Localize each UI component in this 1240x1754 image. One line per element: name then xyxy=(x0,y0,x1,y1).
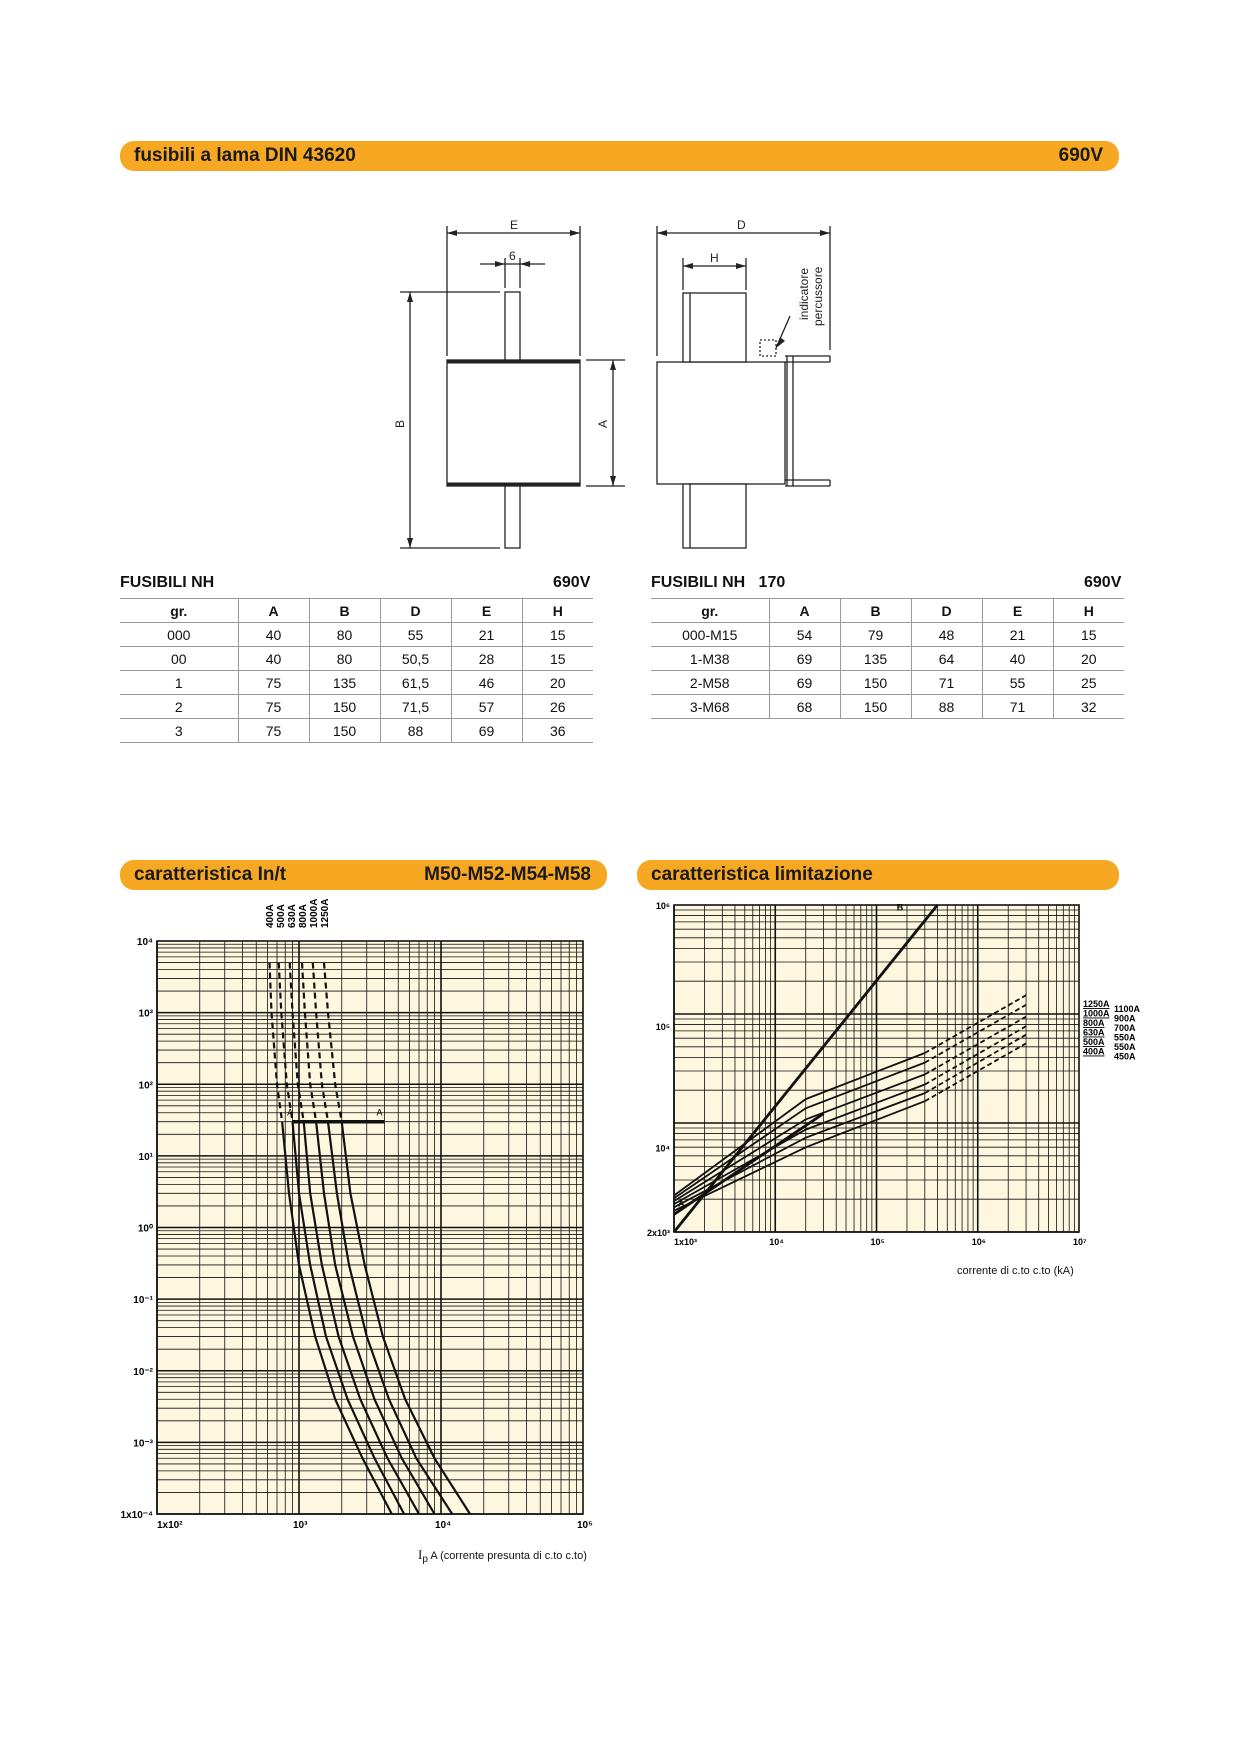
chart2-y-tick: 10⁵ xyxy=(655,1022,670,1033)
chart2-label-A: A xyxy=(678,1198,685,1209)
chart1-x-tick: 10³ xyxy=(293,1520,308,1531)
chart2-label-B: B xyxy=(896,902,904,913)
chart1-y-tick: 10⁻² xyxy=(133,1366,153,1378)
table-cell: 55 xyxy=(380,623,451,647)
table-cell: 2 xyxy=(120,695,238,719)
table-cell: 150 xyxy=(309,719,380,743)
table-cell: 71,5 xyxy=(380,695,451,719)
chart2-series-label: 1250A xyxy=(1083,999,1110,1009)
label-A: A xyxy=(596,419,610,428)
chart2-y-tick: 10⁴ xyxy=(655,1143,670,1154)
chart1-xlabel xyxy=(418,1547,587,1565)
table-cell: 75 xyxy=(238,671,309,695)
table-cell: 69 xyxy=(769,671,840,695)
table2-header: H xyxy=(1053,599,1124,623)
table-cell: 40 xyxy=(238,647,309,671)
chart2-peak-label: 550A xyxy=(1114,1032,1136,1043)
chart1-x-tick: 10⁴ xyxy=(435,1520,452,1531)
chart2-x-tick: 10⁷ xyxy=(1073,1237,1087,1247)
table-cell: 150 xyxy=(840,671,911,695)
table-cell: 3-M68 xyxy=(651,695,769,719)
chart1-series-label: 630A xyxy=(287,904,298,928)
label-indicatore: indicatore xyxy=(797,267,811,320)
table-cell: 25 xyxy=(1053,671,1124,695)
table-cell: 50,5 xyxy=(380,647,451,671)
header-title: fusibili a lama DIN 43620 xyxy=(134,145,356,166)
chart2-peak-label: 550A xyxy=(1114,1042,1136,1052)
label-percussore: percussore xyxy=(811,266,825,326)
table-cell: 46 xyxy=(451,671,522,695)
header-voltage: 690V xyxy=(1058,145,1103,166)
table-cell: 36 xyxy=(522,719,593,743)
table-cell: 20 xyxy=(1053,647,1124,671)
table1-header: H xyxy=(522,599,593,623)
chart1-xlabel-sub: p xyxy=(422,1554,428,1566)
section1-title: caratteristica In/t xyxy=(134,864,287,885)
chart1-x-tick: 10⁵ xyxy=(577,1520,593,1531)
table-cell: 150 xyxy=(840,695,911,719)
section1-models: M50-M52-M54-M58 xyxy=(424,864,591,885)
chart1-series-label: 400A xyxy=(265,904,276,928)
table-cell: 88 xyxy=(911,695,982,719)
chart2-series-label: 1000A xyxy=(1083,1008,1110,1019)
table-cell: 61,5 xyxy=(380,671,451,695)
section2-title: caratteristica limitazione xyxy=(651,864,873,885)
table-cell: 3 xyxy=(120,719,238,743)
table-cell: 68 xyxy=(769,695,840,719)
table-cell: 57 xyxy=(451,695,522,719)
chart2-x-tick: 10⁴ xyxy=(769,1237,784,1247)
chart1-xlabel-text: A (corrente presunta di c.to c.to) xyxy=(430,1550,587,1562)
chart2-peak-label: 900A xyxy=(1114,1013,1136,1024)
table2-header: A xyxy=(769,599,840,623)
table-cell: 80 xyxy=(309,647,380,671)
table-cell: 69 xyxy=(451,719,522,743)
table-cell: 150 xyxy=(309,695,380,719)
chart1-y-tick: 10² xyxy=(138,1080,153,1092)
table-cell: 135 xyxy=(840,647,911,671)
table2-header: E xyxy=(982,599,1053,623)
table2-header: D xyxy=(911,599,982,623)
table-cell: 80 xyxy=(309,623,380,647)
chart1-y-tick: 10³ xyxy=(138,1008,153,1020)
table-cell: 79 xyxy=(840,623,911,647)
table-cell: 20 xyxy=(522,671,593,695)
chart2-y-tick: 2x10³ xyxy=(646,1228,670,1238)
table2-voltage: 690V xyxy=(1084,574,1122,591)
table1-title-text: FUSIBILI NH xyxy=(120,574,215,591)
table-cell: 88 xyxy=(380,719,451,743)
chart1-series-label: 800A xyxy=(298,904,309,928)
table-cell: 2-M58 xyxy=(651,671,769,695)
table-cell: 71 xyxy=(911,671,982,695)
chart2-series-label: 400A xyxy=(1083,1046,1105,1057)
table1-header: D xyxy=(380,599,451,623)
table-cell: 1-M38 xyxy=(651,647,769,671)
table1-header: B xyxy=(309,599,380,623)
table2-title: FUSIBILI NH 170 xyxy=(651,574,786,591)
table1-header: A xyxy=(238,599,309,623)
chart2-xlabel: corrente di c.to c.to (kA) xyxy=(957,1265,1074,1277)
chart2-x-tick: 10⁵ xyxy=(870,1237,885,1247)
chart2-series-label: 500A xyxy=(1083,1037,1105,1047)
label-E: E xyxy=(510,218,519,232)
table2-header: gr. xyxy=(651,599,769,623)
table-cell: 000 xyxy=(120,623,238,647)
label-B: B xyxy=(393,419,407,428)
chart1-y-tick: 1x10⁻⁴ xyxy=(120,1510,153,1521)
chart2-x-tick: 10⁶ xyxy=(971,1237,986,1247)
chart2-series-label: 800A xyxy=(1083,1018,1105,1028)
chart1-series-label: 1250A xyxy=(320,898,331,928)
table-cell: 75 xyxy=(238,695,309,719)
table-cell: 21 xyxy=(451,623,522,647)
chart2-series-label: 630A xyxy=(1083,1027,1105,1038)
table1-header: gr. xyxy=(120,599,238,623)
label-6: 6 xyxy=(509,249,516,263)
chart1-y-tick: 10⁰ xyxy=(137,1223,153,1235)
chart1-series-label: 1000A xyxy=(309,898,320,928)
table-cell: 75 xyxy=(238,719,309,743)
table-cell: 69 xyxy=(769,647,840,671)
chart1-y-tick: 10⁻¹ xyxy=(133,1295,153,1307)
table-cell: 28 xyxy=(451,647,522,671)
chart1-marker-label-left: A xyxy=(287,1107,294,1118)
chart1-x-tick: 1x10² xyxy=(157,1520,183,1531)
chart2-x-tick: 1x10³ xyxy=(674,1237,698,1247)
table-cell: 15 xyxy=(522,623,593,647)
table-cell: 71 xyxy=(982,695,1053,719)
table-cell: 000-M15 xyxy=(651,623,769,647)
table-cell: 15 xyxy=(1053,623,1124,647)
table-cell: 40 xyxy=(982,647,1053,671)
table-cell: 135 xyxy=(309,671,380,695)
table-cell: 54 xyxy=(769,623,840,647)
table1-header: E xyxy=(451,599,522,623)
table1-voltage: 690V xyxy=(553,574,591,591)
table-cell: 1 xyxy=(120,671,238,695)
label-H: H xyxy=(710,251,719,265)
chart2-y-tick: 10⁶ xyxy=(655,901,670,911)
table2-header: B xyxy=(840,599,911,623)
table-cell: 32 xyxy=(1053,695,1124,719)
chart2-peak-label: 450A xyxy=(1114,1051,1136,1062)
table-cell: 64 xyxy=(911,647,982,671)
table-cell: 40 xyxy=(238,623,309,647)
chart1-xlabel-prefix: I xyxy=(418,1547,423,1562)
chart1-marker-label-right: A xyxy=(376,1107,383,1118)
table-cell: 21 xyxy=(982,623,1053,647)
table-cell: 48 xyxy=(911,623,982,647)
chart1-series-label: 500A xyxy=(276,904,287,928)
table-cell: 55 xyxy=(982,671,1053,695)
table-cell: 26 xyxy=(522,695,593,719)
chart1-y-tick: 10¹ xyxy=(138,1151,153,1163)
label-D: D xyxy=(737,218,746,232)
table-cell: 00 xyxy=(120,647,238,671)
chart2-peak-label: 700A xyxy=(1114,1023,1136,1033)
table-cell: 15 xyxy=(522,647,593,671)
chart1-y-tick: 10⁴ xyxy=(136,937,153,948)
chart2-peak-label: 1100A xyxy=(1114,1004,1141,1014)
chart1-y-tick: 10⁻³ xyxy=(133,1438,153,1450)
